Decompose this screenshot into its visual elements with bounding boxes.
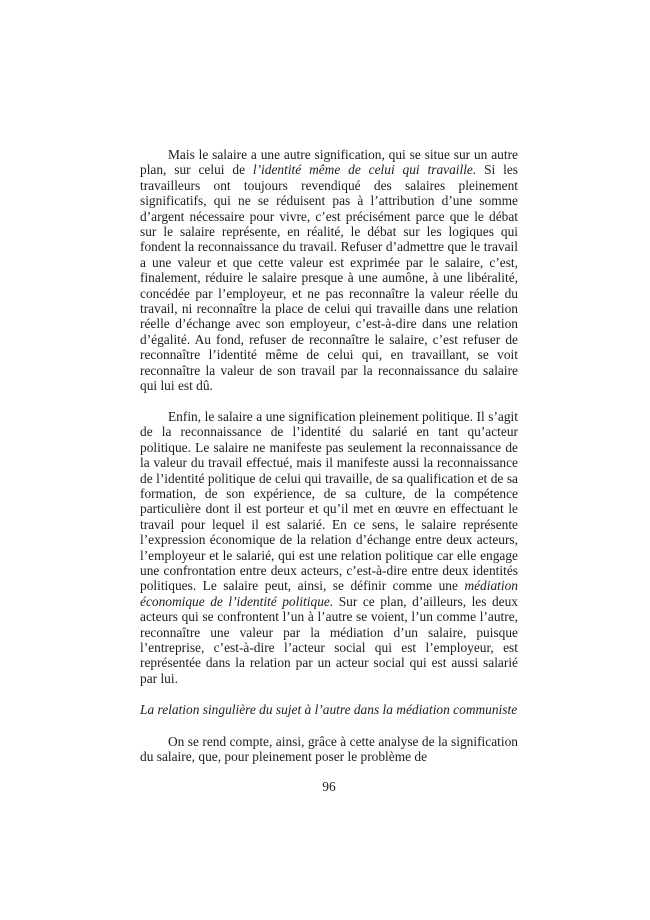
text-block xyxy=(140,147,518,780)
paragraph-text: Mais le salaire a une autre signification, qui se situe sur un autre plan, sur celui de xyxy=(140,147,518,178)
paragraph-salary-identity xyxy=(140,147,518,394)
paragraph-text: Enfin, le salaire a une signification pleinement politique. Il s’agit de la reconnaissance de l’identité du salarié en tant qu’acteur politique. Le salaire ne manifeste pas seulement la reconnaissance de la valeur du travail effectué, mais il manifeste aussi la reconnaissance de l’identité politique de celui qui travaille, de sa qualification et de sa formation, de son expérience, de sa culture, de la compétence particulière dont il est porteur et qu’il met en œuvre en effectuant le travail pour lequel il est salarié. En ce sens, le salaire représente l’expression économique de la relation d’échange entre deux acteurs, l’employeur et le salarié, qui est une relation politique car elle engage une confrontation entre deux acteurs, c’est-à-dire entre deux identités politiques. Le salaire peut, ainsi, se définir comme une xyxy=(140,408,518,594)
italic-phrase: l’identité même de celui qui travaille. xyxy=(252,162,477,178)
paragraph-political-signification xyxy=(140,409,518,686)
closing-paragraph: On se rend compte, ainsi, grâce à cette analyse de la signification du salaire, que, pour pleinement poser le problème de xyxy=(140,734,518,765)
italic-phrase: médiation économique de l’identité politique. xyxy=(140,578,518,609)
paragraph-text: Sur ce plan, d’ailleurs, les deux acteurs qui se confrontent l’un à l’autre se voient, l’un comme l’autre, reconnaître une valeur par la médiation d’un salaire, puisque l’entreprise, c’est-à-dire l’acteur social qui est l’employeur, est représentée dans la relation par un acteur social qui est aussi salarié par lui. xyxy=(140,593,519,686)
paragraph-text: Si les travailleurs ont toujours revendiqué des salaires pleinement significatifs, qui ne se réduisent pas à l’attribution d’une somme d’argent nécessaire pour vivre, c’est précisément parce que le débat sur le salaire représente, en réalité, le débat sur les logiques qui fondent la reconnaissance du travail. Refuser d’admettre que le travail a une valeur et que cette valeur est exprimée par le salaire, c’est, finalement, réduire le salaire presque à une aumône, à une libéralité, concédée par l’employeur, et ne pas reconnaître la valeur réelle du travail, ni reconnaître la place de celui qui travaille dans une relation réelle d’échange avec son employeur, c’est-à-dire dans une relation d’égalité. Au fond, refuser de reconnaître le salaire, c’est refuser de reconnaître l’identité même de celui qui, en travaillant, se voit reconnaître la valeur de son travail par la reconnaissance du salaire qui lui est dû. xyxy=(140,162,518,394)
section-heading: La relation singulière du sujet à l’autre dans la médiation communiste xyxy=(140,701,518,717)
page-number: 96 xyxy=(322,779,336,794)
